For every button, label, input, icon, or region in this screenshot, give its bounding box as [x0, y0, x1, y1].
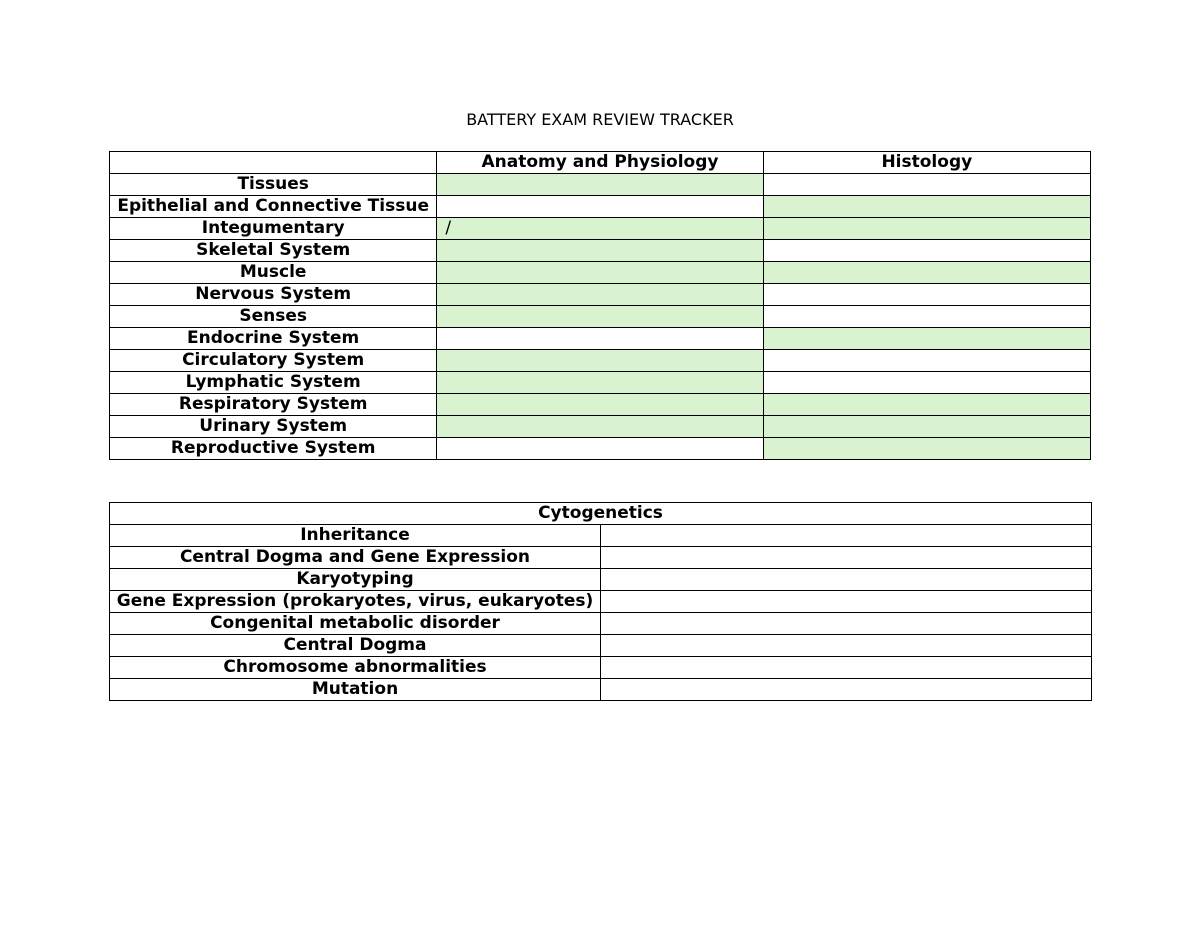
- anatomy-physiology-cell[interactable]: [437, 284, 763, 306]
- anatomy-physiology-cell[interactable]: /: [437, 218, 763, 240]
- topic-label: Endocrine System: [110, 328, 437, 350]
- topic-label: Muscle: [110, 262, 437, 284]
- anatomy-physiology-cell[interactable]: [437, 262, 763, 284]
- table-row: [110, 591, 1092, 613]
- status-cell[interactable]: [601, 657, 1092, 679]
- topic-label: Central Dogma: [110, 635, 601, 657]
- topic-label: Chromosome abnormalities: [110, 657, 601, 679]
- status-cell[interactable]: [601, 679, 1092, 701]
- topic-label: Lymphatic System: [110, 372, 437, 394]
- histology-cell[interactable]: [763, 196, 1090, 218]
- histology-cell[interactable]: [763, 306, 1090, 328]
- anatomy-physiology-cell[interactable]: [437, 328, 763, 350]
- anatomy-physiology-cell[interactable]: [437, 196, 763, 218]
- table-header-row: [110, 152, 1091, 174]
- anatomy-physiology-cell[interactable]: [437, 306, 763, 328]
- anatomy-physiology-cell[interactable]: [437, 240, 763, 262]
- status-cell[interactable]: [601, 613, 1092, 635]
- histology-cell[interactable]: [763, 416, 1090, 438]
- topic-label: Circulatory System: [110, 350, 437, 372]
- topic-label: Congenital metabolic disorder: [110, 613, 601, 635]
- table-row: [110, 328, 1091, 350]
- topic-label: Urinary System: [110, 416, 437, 438]
- topic-label: Inheritance: [110, 525, 601, 547]
- histology-cell[interactable]: [763, 262, 1090, 284]
- topic-label: Karyotyping: [110, 569, 601, 591]
- table-row: [110, 218, 1091, 240]
- status-cell[interactable]: [601, 547, 1092, 569]
- topic-label: Respiratory System: [110, 394, 437, 416]
- table-row: [110, 525, 1092, 547]
- anatomy-physiology-cell[interactable]: [437, 438, 763, 460]
- header-cell-histology: Histology: [763, 152, 1090, 174]
- topic-label: Nervous System: [110, 284, 437, 306]
- topic-label: Central Dogma and Gene Expression: [110, 547, 601, 569]
- table-row: [110, 635, 1092, 657]
- histology-cell[interactable]: [763, 350, 1090, 372]
- header-cell-empty: [110, 152, 437, 174]
- anatomy-physiology-cell[interactable]: [437, 350, 763, 372]
- histology-cell[interactable]: [763, 394, 1090, 416]
- status-cell[interactable]: [601, 569, 1092, 591]
- table-row: [110, 372, 1091, 394]
- anatomy-physiology-cell[interactable]: [437, 174, 763, 196]
- histology-cell[interactable]: [763, 328, 1090, 350]
- status-cell[interactable]: [601, 525, 1092, 547]
- anatomy-physiology-cell[interactable]: [437, 372, 763, 394]
- histology-cell[interactable]: [763, 438, 1090, 460]
- table-row: [110, 262, 1091, 284]
- table-row: [110, 569, 1092, 591]
- table-row: [110, 547, 1092, 569]
- header-cell-anatomy-physiology: Anatomy and Physiology: [437, 152, 763, 174]
- topic-label: Epithelial and Connective Tissue: [110, 196, 437, 218]
- table-row: [110, 284, 1091, 306]
- table-row: [110, 196, 1091, 218]
- topic-label: Tissues: [110, 174, 437, 196]
- topic-label: Reproductive System: [110, 438, 437, 460]
- histology-cell[interactable]: [763, 240, 1090, 262]
- histology-cell[interactable]: [763, 284, 1090, 306]
- table-row: [110, 350, 1091, 372]
- table-row: [110, 174, 1091, 196]
- table-row: [110, 438, 1091, 460]
- topic-label: Senses: [110, 306, 437, 328]
- topic-label: Skeletal System: [110, 240, 437, 262]
- topic-label: Integumentary: [110, 218, 437, 240]
- table-row: [110, 416, 1091, 438]
- topic-label: Gene Expression (prokaryotes, virus, eukaryotes): [110, 591, 601, 613]
- status-cell[interactable]: [601, 635, 1092, 657]
- anatomy-physiology-cell[interactable]: [437, 416, 763, 438]
- table-row: [110, 657, 1092, 679]
- table-row: [110, 613, 1092, 635]
- topic-label: Mutation: [110, 679, 601, 701]
- histology-cell[interactable]: [763, 372, 1090, 394]
- table-row: [110, 240, 1091, 262]
- cytogenetics-table: [109, 502, 1092, 701]
- table-row: [110, 394, 1091, 416]
- table-header-row: [110, 503, 1092, 525]
- histology-cell[interactable]: [763, 218, 1090, 240]
- table-row: [110, 306, 1091, 328]
- header-cell-cytogenetics: Cytogenetics: [110, 503, 1092, 525]
- page-title: BATTERY EXAM REVIEW TRACKER: [466, 110, 734, 129]
- status-cell[interactable]: [601, 591, 1092, 613]
- anatomy-histology-table: [109, 151, 1091, 460]
- anatomy-physiology-cell[interactable]: [437, 394, 763, 416]
- histology-cell[interactable]: [763, 174, 1090, 196]
- table-row: [110, 679, 1092, 701]
